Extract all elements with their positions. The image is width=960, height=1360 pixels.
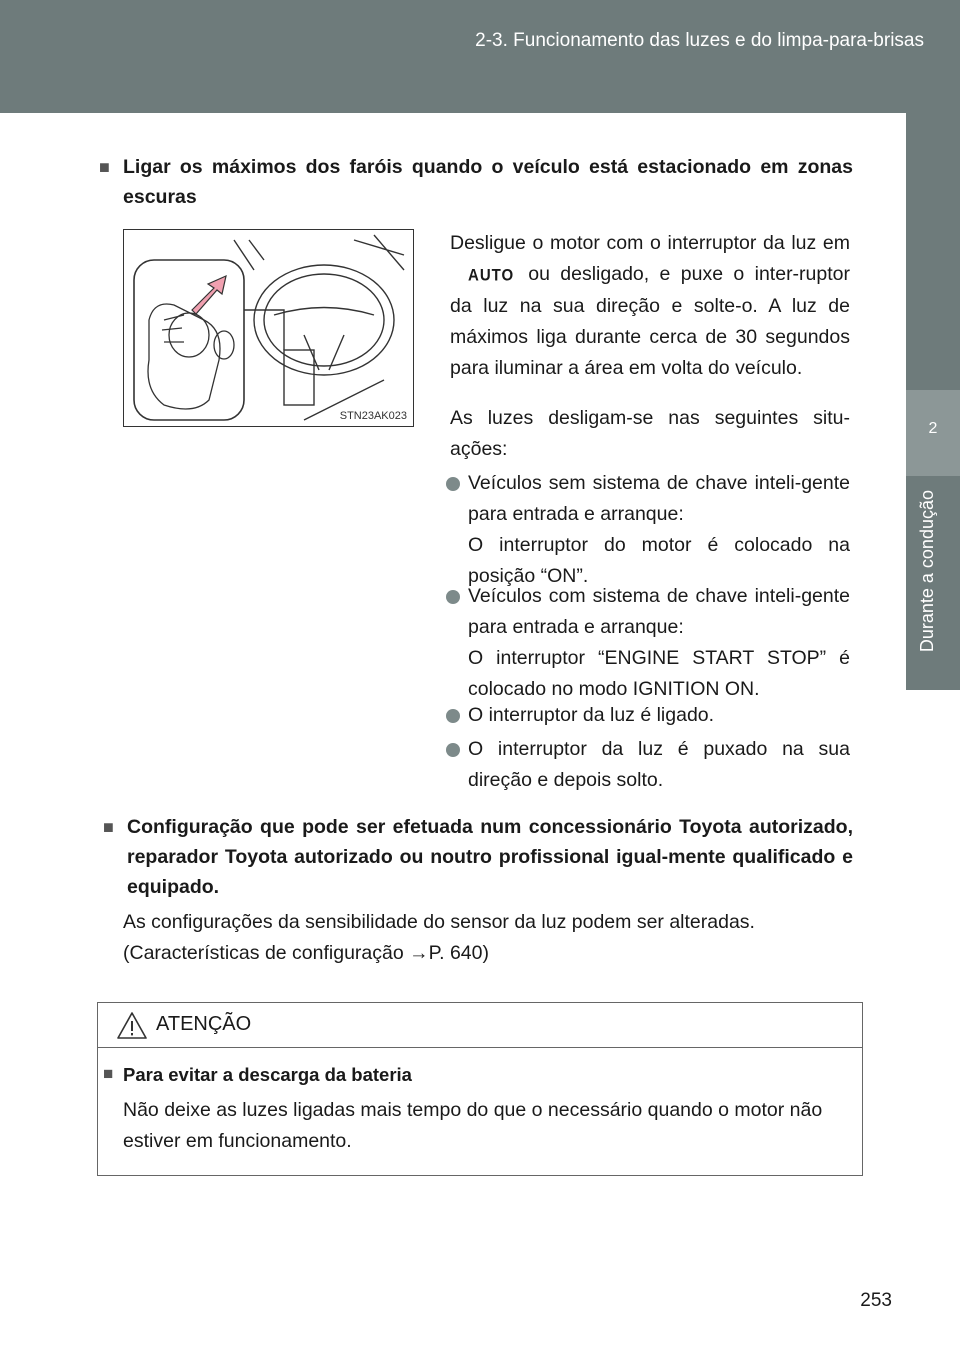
paragraph-instructions: Desligue o motor com o interruptor da luz emAUTO ou desligado, e puxe o inter-ruptor da luz na sua direção e solte-o. A luz de máximos liga durante cerca de 30 segundos para iluminar a área em volta do veículo. <box>450 232 850 379</box>
section-heading-2: ■ Configuração que pode ser efetuada num concessionário Toyota autorizado, reparador Toyota autorizado ou noutro profissional igual-mente qualificado e equipado. <box>127 812 853 902</box>
header-bar <box>0 0 960 113</box>
circle-bullet-icon <box>446 743 460 757</box>
list-item: O interruptor da luz é ligado. <box>450 700 850 731</box>
paragraph-conditions: As luzes desligam-se nas seguintes situ-ações: <box>450 407 850 460</box>
figure-light-switch <box>123 229 414 427</box>
settings-reference: (Características de configuração →P. 640) <box>123 942 489 964</box>
circle-bullet-icon <box>446 709 460 723</box>
warning-triangle-icon <box>116 1011 148 1041</box>
circle-bullet-icon <box>446 477 460 491</box>
warning-header <box>98 1003 862 1048</box>
list-item: Veículos sem sistema de chave inteli-gente para entrada e arranque: O interruptor do motor é colocado na posição “ON”. <box>450 468 850 592</box>
side-tab-label: Durante a condução <box>917 490 937 653</box>
section-heading-1: ■ Ligar os máximos dos faróis quando o veículo está estacionado em zonas escuras <box>123 152 853 212</box>
square-bullet-icon: ■ <box>103 1064 114 1083</box>
square-bullet-icon: ■ <box>103 817 114 837</box>
page-number: 253 <box>860 1290 892 1311</box>
square-bullet-icon: ■ <box>99 157 110 177</box>
list-item: O interruptor da luz é puxado na sua direção e depois solto. <box>450 734 850 796</box>
list-item: Veículos com sistema de chave inteli-gente para entrada e arranque: O interruptor “ENGINE START STOP” é colocado no modo IGNITION ON. <box>450 581 850 705</box>
chapter-title: 2-3. Funcionamento das luzes e do limpa-para-brisas <box>475 30 924 51</box>
warning-text: Não deixe as luzes ligadas mais tempo do que o necessário quando o motor não estiver em funcionamento. <box>123 1099 823 1152</box>
warning-title: ATENÇÃO <box>156 1013 252 1035</box>
settings-text: As configurações da sensibilidade do sensor da luz podem ser alteradas. <box>123 911 755 933</box>
warning-subheading: ■ Para evitar a descarga da bateria <box>103 1064 412 1085</box>
circle-bullet-icon <box>446 590 460 604</box>
steering-wheel-illustration <box>124 230 412 425</box>
figure-code: STN23AK023 <box>339 410 407 422</box>
side-tab-number: 2 <box>928 420 938 437</box>
auto-switch-icon: AUTO <box>468 266 515 285</box>
